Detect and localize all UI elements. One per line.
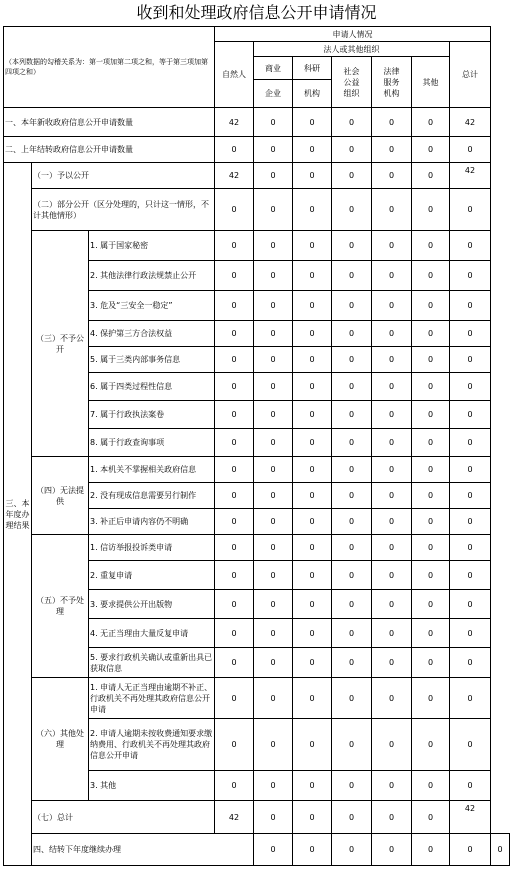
legal-service-value: 0	[372, 347, 412, 373]
natural-person-value: 0	[215, 231, 254, 261]
row-label: 7. 属于行政执法案卷	[89, 401, 215, 429]
research-value: 0	[293, 429, 332, 457]
total-value: 0	[450, 189, 491, 231]
row-label: 1. 申请人无正当理由逾期不补正、行政机关不再处理其政府信息公开申请	[89, 678, 215, 719]
total-value: 0	[450, 457, 491, 483]
other-value: 0	[412, 561, 450, 590]
natural-person-value: 0	[215, 590, 254, 619]
row-label: （一）予以公开	[32, 163, 215, 189]
research-value: 0	[293, 457, 332, 483]
legal-service-value: 0	[372, 483, 412, 509]
total-value: 0	[450, 483, 491, 509]
other-value: 0	[450, 834, 491, 866]
legal-service-value: 0	[372, 261, 412, 291]
total-value: 0	[450, 429, 491, 457]
other-value: 0	[412, 429, 450, 457]
other-value: 0	[412, 678, 450, 719]
legal-service-value: 0	[372, 801, 412, 834]
row-label: 3. 其他	[89, 771, 215, 801]
other-value: 0	[412, 231, 450, 261]
commercial-value: 0	[254, 619, 293, 648]
legal-service-value: 0	[372, 108, 412, 137]
natural-person-value: 0	[215, 678, 254, 719]
row-label: 5. 属于三类内部事务信息	[89, 347, 215, 373]
other-value: 0	[412, 321, 450, 347]
research-value: 0	[293, 373, 332, 401]
social-value: 0	[332, 231, 372, 261]
row-label: 一、本年新收政府信息公开申请数量	[4, 108, 215, 137]
research-value: 0	[293, 321, 332, 347]
research-value: 0	[293, 108, 332, 137]
other-value: 0	[412, 590, 450, 619]
research-value: 0	[293, 590, 332, 619]
legal-service-value: 0	[372, 561, 412, 590]
natural-person-value: 0	[215, 189, 254, 231]
other-value: 0	[412, 619, 450, 648]
commercial-value: 0	[254, 719, 293, 771]
total-value: 0	[450, 719, 491, 771]
total-value: 0	[450, 535, 491, 561]
row-label: 四、结转下年度继续办理	[32, 834, 254, 866]
row-label: 2. 重复申请	[89, 561, 215, 590]
commercial-value: 0	[254, 189, 293, 231]
legal-service-value: 0	[372, 535, 412, 561]
row-label: 二、上年结转政府信息公开申请数量	[4, 137, 215, 163]
total-value: 0	[450, 509, 491, 535]
commercial-value: 0	[254, 373, 293, 401]
total-value: 0	[491, 834, 510, 866]
other-header: 其他	[412, 57, 450, 108]
total-value: 0	[450, 347, 491, 373]
commercial-header-1: 商业	[254, 57, 293, 80]
other-value: 0	[412, 189, 450, 231]
commercial-value: 0	[254, 291, 293, 321]
natural-person-value: 42	[215, 801, 254, 834]
section-three-label: 三、本年度办理结果	[4, 163, 32, 866]
legal-service-value: 0	[372, 648, 412, 678]
commercial-value: 0	[254, 457, 293, 483]
logic-note: （本列数据的勾稽关系为：第一项加第二项之和，等于第三项加第四项之和）	[4, 27, 215, 108]
commercial-value: 0	[254, 231, 293, 261]
research-header-1: 科研	[293, 57, 332, 80]
other-value: 0	[412, 137, 450, 163]
social-value: 0	[332, 648, 372, 678]
social-value: 0	[332, 801, 372, 834]
social-value: 0	[372, 834, 412, 866]
legal-service-value: 0	[372, 719, 412, 771]
natural-person-value: 0	[215, 291, 254, 321]
natural-person-value: 42	[215, 163, 254, 189]
research-value: 0	[293, 535, 332, 561]
other-value: 0	[412, 401, 450, 429]
natural-person-value: 0	[215, 561, 254, 590]
research-value: 0	[293, 619, 332, 648]
social-value: 0	[332, 347, 372, 373]
natural-person-value: 0	[215, 483, 254, 509]
natural-person-value: 0	[215, 719, 254, 771]
social-value: 0	[332, 483, 372, 509]
legal-service-value: 0	[372, 137, 412, 163]
group-other-processing: （六）其他处理	[32, 678, 89, 801]
research-value: 0	[293, 231, 332, 261]
other-value: 0	[412, 483, 450, 509]
research-value: 0	[293, 719, 332, 771]
other-value: 0	[412, 291, 450, 321]
social-value: 0	[332, 509, 372, 535]
commercial-value: 0	[293, 834, 332, 866]
legal-entities-header: 法人或其他组织	[254, 42, 450, 57]
commercial-value: 0	[254, 401, 293, 429]
natural-person-value: 0	[215, 535, 254, 561]
research-value: 0	[293, 291, 332, 321]
legal-service-value: 0	[372, 401, 412, 429]
commercial-value: 0	[254, 801, 293, 834]
group-cannot-provide: （四）无法提供	[32, 457, 89, 535]
natural-person-value: 0	[215, 457, 254, 483]
legal-service-value: 0	[372, 429, 412, 457]
legal-service-header	[372, 57, 412, 108]
legal-service-value: 0	[372, 231, 412, 261]
total-value: 0	[450, 401, 491, 429]
research-value: 0	[293, 648, 332, 678]
row-label: 2. 申请人逾期未按收费通知要求缴纳费用、行政机关不再处理其政府信息公开申请	[89, 719, 215, 771]
social-value: 0	[332, 429, 372, 457]
legal-service-value: 0	[372, 321, 412, 347]
research-value: 0	[293, 801, 332, 834]
social-value: 0	[332, 535, 372, 561]
legal-service-value: 0	[412, 834, 450, 866]
social-value: 0	[332, 719, 372, 771]
row-label: 4. 无正当理由大量反复申请	[89, 619, 215, 648]
other-value: 0	[412, 347, 450, 373]
natural-person-value: 42	[215, 108, 254, 137]
row-label: 3. 要求提供公开出版物	[89, 590, 215, 619]
commercial-value: 0	[254, 771, 293, 801]
social-value: 0	[332, 590, 372, 619]
social-header-line2: 公益	[343, 77, 360, 87]
commercial-value: 0	[254, 509, 293, 535]
total-value: 0	[450, 373, 491, 401]
total-value: 42	[450, 163, 491, 189]
legal-service-value: 0	[372, 373, 412, 401]
total-value: 0	[450, 137, 491, 163]
natural-person-value: 0	[215, 401, 254, 429]
other-value: 0	[412, 509, 450, 535]
total-value: 0	[450, 321, 491, 347]
legal-service-value: 0	[372, 771, 412, 801]
research-value: 0	[293, 189, 332, 231]
natural-person-value: 0	[215, 347, 254, 373]
research-value: 0	[293, 771, 332, 801]
social-value: 0	[332, 771, 372, 801]
research-value: 0	[293, 509, 332, 535]
total-value: 0	[450, 678, 491, 719]
group-not-disclosed: （三）不予公开	[32, 231, 89, 457]
row-label: 6. 属于四类过程性信息	[89, 373, 215, 401]
social-header-line3: 组织	[343, 88, 360, 98]
row-label: 8. 属于行政查询事项	[89, 429, 215, 457]
total-value: 0	[450, 231, 491, 261]
row-label: 1. 本机关不掌握相关政府信息	[89, 457, 215, 483]
row-label: 5. 要求行政机关确认或重新出具已获取信息	[89, 648, 215, 678]
legal-service-value: 0	[372, 163, 412, 189]
research-value: 0	[293, 678, 332, 719]
research-value: 0	[293, 347, 332, 373]
row-label: 2. 其他法律行政法规禁止公开	[89, 261, 215, 291]
commercial-value: 0	[254, 678, 293, 719]
commercial-value: 0	[254, 347, 293, 373]
social-value: 0	[332, 401, 372, 429]
total-value: 0	[450, 561, 491, 590]
commercial-value: 0	[254, 429, 293, 457]
natural-person-value: 0	[254, 834, 293, 866]
social-value: 0	[332, 261, 372, 291]
total-value: 0	[450, 291, 491, 321]
other-value: 0	[412, 108, 450, 137]
social-value: 0	[332, 561, 372, 590]
other-value: 0	[412, 457, 450, 483]
social-value: 0	[332, 108, 372, 137]
natural-person-value: 0	[215, 619, 254, 648]
commercial-header-2: 企业	[254, 80, 293, 108]
social-value: 0	[332, 373, 372, 401]
total-value: 0	[450, 590, 491, 619]
research-value: 0	[332, 834, 372, 866]
info-disclosure-table	[3, 26, 510, 866]
row-label: （七）总计	[32, 801, 215, 834]
legal-service-value: 0	[372, 291, 412, 321]
row-label: 4. 保护第三方合法权益	[89, 321, 215, 347]
legal-service-value: 0	[372, 619, 412, 648]
commercial-value: 0	[254, 483, 293, 509]
natural-person-value: 0	[215, 509, 254, 535]
commercial-value: 0	[254, 261, 293, 291]
other-value: 0	[412, 163, 450, 189]
legal-service-header-line2: 服务	[383, 77, 400, 87]
group-not-processed: （五）不予处理	[32, 535, 89, 678]
research-value: 0	[293, 137, 332, 163]
commercial-value: 0	[254, 561, 293, 590]
natural-person-header: 自然人	[215, 42, 254, 108]
social-value: 0	[332, 163, 372, 189]
row-label: 3. 补正后申请内容仍不明确	[89, 509, 215, 535]
natural-person-value: 0	[215, 373, 254, 401]
legal-service-header-line3: 机构	[383, 88, 400, 98]
other-value: 0	[412, 261, 450, 291]
social-header-line1: 社会	[343, 66, 360, 76]
social-value: 0	[332, 291, 372, 321]
total-value: 0	[450, 771, 491, 801]
research-value: 0	[293, 483, 332, 509]
natural-person-value: 0	[215, 771, 254, 801]
natural-person-value: 0	[215, 261, 254, 291]
page-title: 收到和处理政府信息公开申请情况	[136, 3, 377, 22]
other-value: 0	[412, 771, 450, 801]
natural-person-value: 0	[215, 429, 254, 457]
total-value: 0	[450, 619, 491, 648]
research-value: 0	[293, 401, 332, 429]
commercial-value: 0	[254, 163, 293, 189]
row-label: （二）部分公开（区分处理的，只计这一情形，不计其他情形）	[32, 189, 215, 231]
total-value: 42	[450, 108, 491, 137]
other-value: 0	[412, 535, 450, 561]
other-value: 0	[412, 648, 450, 678]
research-value: 0	[293, 261, 332, 291]
social-value: 0	[332, 678, 372, 719]
row-label: 2. 没有现成信息需要另行制作	[89, 483, 215, 509]
legal-service-header-line1: 法律	[383, 66, 400, 76]
applicant-situation-header: 申请人情况	[215, 27, 491, 42]
social-value: 0	[332, 457, 372, 483]
total-header: 总计	[450, 42, 491, 108]
total-value: 0	[450, 648, 491, 678]
commercial-value: 0	[254, 648, 293, 678]
total-value: 0	[450, 261, 491, 291]
legal-service-value: 0	[372, 678, 412, 719]
total-value: 42	[450, 801, 491, 834]
research-value: 0	[293, 561, 332, 590]
commercial-value: 0	[254, 108, 293, 137]
social-value: 0	[332, 619, 372, 648]
legal-service-value: 0	[372, 590, 412, 619]
row-label: 1. 信访举报投诉类申请	[89, 535, 215, 561]
other-value: 0	[412, 373, 450, 401]
social-value: 0	[332, 137, 372, 163]
natural-person-value: 0	[215, 137, 254, 163]
research-header-2: 机构	[293, 80, 332, 108]
commercial-value: 0	[254, 137, 293, 163]
commercial-value: 0	[254, 321, 293, 347]
other-value: 0	[412, 801, 450, 834]
legal-service-value: 0	[372, 457, 412, 483]
natural-person-value: 0	[215, 321, 254, 347]
commercial-value: 0	[254, 590, 293, 619]
natural-person-value: 0	[215, 648, 254, 678]
social-header	[332, 57, 372, 108]
legal-service-value: 0	[372, 189, 412, 231]
other-value: 0	[412, 719, 450, 771]
commercial-value: 0	[254, 535, 293, 561]
row-label: 1. 属于国家秘密	[89, 231, 215, 261]
social-value: 0	[332, 189, 372, 231]
row-label: 3. 危及“三安全一稳定”	[89, 291, 215, 321]
research-value: 0	[293, 163, 332, 189]
legal-service-value: 0	[372, 509, 412, 535]
social-value: 0	[332, 321, 372, 347]
